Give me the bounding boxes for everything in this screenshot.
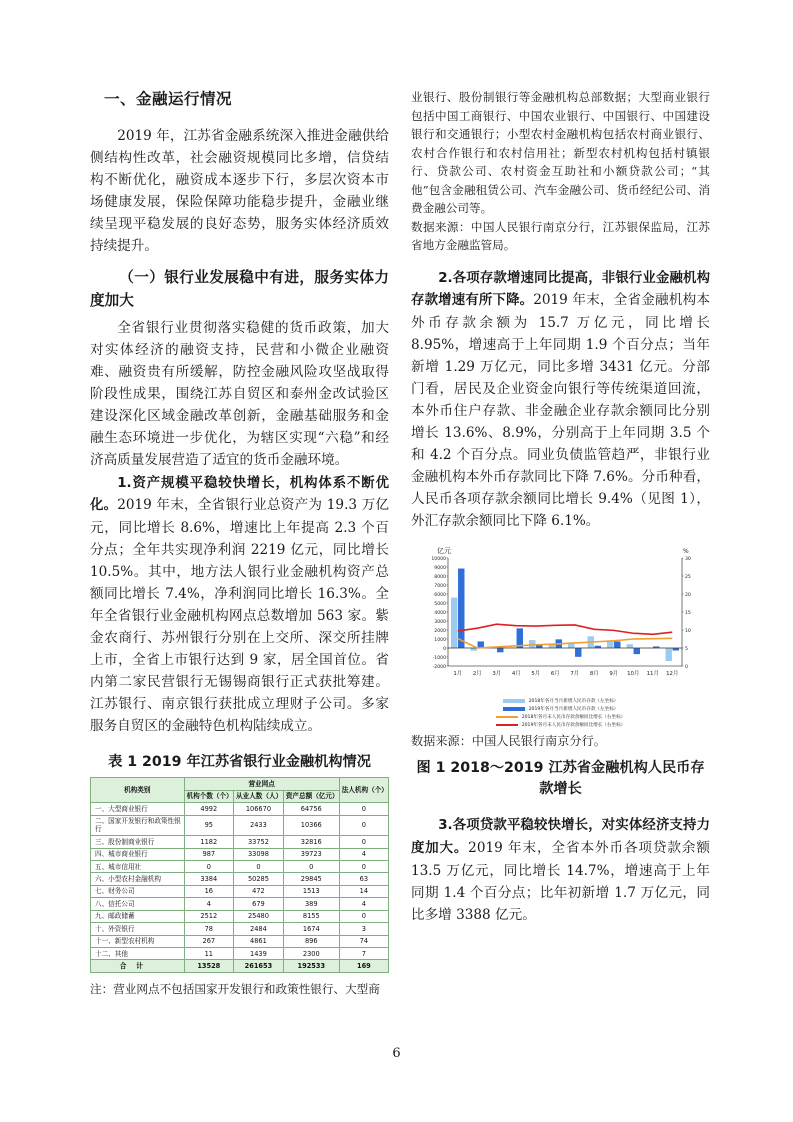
cell-assets: 389 <box>283 898 339 910</box>
svg-text:30: 30 <box>685 557 691 563</box>
svg-text:1000: 1000 <box>434 638 446 644</box>
cell-count: 95 <box>184 815 233 836</box>
cell-count: 267 <box>184 935 233 947</box>
svg-text:20: 20 <box>685 593 691 599</box>
legend-item <box>503 698 619 704</box>
chart-line-2019 <box>458 625 673 635</box>
svg-text:8000: 8000 <box>434 575 446 581</box>
cell-staff: 0 <box>234 861 284 873</box>
cell-count: 2512 <box>184 910 233 922</box>
cell-legal: 14 <box>339 885 388 897</box>
table-header-row-1 <box>91 778 389 790</box>
svg-text:15: 15 <box>685 611 691 617</box>
cell-legal: 0 <box>339 803 388 815</box>
cell-count: 1182 <box>184 836 233 848</box>
chart-x-axis-labels <box>453 669 678 677</box>
cell-total-assets: 192533 <box>283 960 339 972</box>
legend-item <box>496 722 626 728</box>
cell-assets: 896 <box>283 935 339 947</box>
cell-count: 78 <box>184 923 233 935</box>
page-title: 一、金融运行情况 <box>104 90 233 108</box>
table-row <box>91 803 389 815</box>
cell-total-staff: 261653 <box>234 960 284 972</box>
cell-category: 二、国家开发银行和政策性银行 <box>91 815 185 836</box>
cell-legal: 0 <box>339 910 388 922</box>
col-header-staff: 从业人数（人） <box>234 790 284 802</box>
cell-legal: 3 <box>339 923 388 935</box>
item1-paragraph <box>90 472 389 738</box>
chart-svg <box>411 542 710 692</box>
svg-text:10000: 10000 <box>431 557 446 563</box>
chart-x-tick-label: 1月 <box>453 671 463 678</box>
svg-text:-1000: -1000 <box>432 656 446 662</box>
cell-assets: 39723 <box>283 848 339 860</box>
item2-heading: 2.各项存款增速同比提高，非银行业金融机构存款增速有所下降。 <box>411 270 710 309</box>
svg-text:5: 5 <box>685 647 688 653</box>
chart-right-axis-unit: % <box>683 548 689 556</box>
cell-legal: 7 <box>339 947 388 959</box>
cell-assets: 8155 <box>283 910 339 922</box>
col-header-count: 机构个数（个） <box>184 790 233 802</box>
chart-bar <box>458 569 464 648</box>
table-body <box>91 803 389 973</box>
col-header-legal-entities: 法人机构（个） <box>339 778 388 803</box>
cell-total-label: 合计 <box>91 960 185 972</box>
cell-legal: 4 <box>339 848 388 860</box>
table-row <box>91 898 389 910</box>
legend-swatch-2018-line <box>496 716 518 718</box>
table-data-source: 数据来源：中国人民银行南京分行，江苏银保监局，江苏省地方金融监管局。 <box>411 219 710 252</box>
cell-category: 八、信托公司 <box>91 898 185 910</box>
chart-bar <box>471 648 477 651</box>
item1-body: 2019 年末，全省银行业总资产为 19.3 万亿元，同比增长 8.6%，增速比上年提高 2.3 个百分点；全年共实现净利润 2219 亿元，同比增长 10.5%。其中，地方法人银行业金融机构资产总额同比增长 7.4%，净利润同比增长 16.3%。全年全省银行业金融机构网点总数增加 563 家。紫金农商行、苏州银行分别在上交所、深交所挂牌上市，全省上市银行达到 9 家，居全国首位。省内第二家民营银行无锡锡商银行正式获批筹建。江苏银行、南京银行获批成立理财子公司。多家服务自贸区的金融特色机构陆续成立。 <box>90 497 389 735</box>
chart-bar <box>575 648 581 657</box>
svg-text:7000: 7000 <box>434 584 446 590</box>
chart-x-tick-label: 10月 <box>627 671 640 678</box>
cell-count: 0 <box>184 861 233 873</box>
legend-label: 2019年各月末人民币存款余额同比增长（右坐标） <box>521 723 626 729</box>
cell-category: 十二、其他 <box>91 947 185 959</box>
col-header-category: 机构类别 <box>91 778 185 803</box>
svg-text:0: 0 <box>685 665 688 671</box>
cell-assets: 32816 <box>283 836 339 848</box>
cell-category: 一、大型商业银行 <box>91 803 185 815</box>
table-row <box>91 836 389 848</box>
cell-count: 4992 <box>184 803 233 815</box>
cell-staff: 106670 <box>234 803 284 815</box>
svg-text:3000: 3000 <box>434 620 446 626</box>
deposit-growth-chart <box>411 542 710 728</box>
item3-heading: 3.各项贷款平稳较快增长，对实体经济支持力度加大。 <box>411 818 710 857</box>
cell-staff: 50285 <box>234 873 284 885</box>
chart-x-tick-label: 9月 <box>609 671 619 678</box>
col-header-assets: 资产总额（亿元） <box>283 790 339 802</box>
intro-paragraph: 2019 年，江苏省金融系统深入推进金融供给侧结构性改革，社会融资规模同比多增，信贷结构不断优化，融资成本逐步下行，多层次资本市场健康发展，保险保障功能稳步提升，金融业继续呈现平稳发展的良好态势，服务实体经济质效持续提升。 <box>90 128 389 255</box>
chart-x-tick-label: 6月 <box>550 671 560 678</box>
item3-paragraph <box>411 814 710 925</box>
figure-caption: 图 1 2018～2019 江苏省金融机构人民币存款增长 <box>416 759 705 798</box>
cell-assets: 1513 <box>283 885 339 897</box>
right-column <box>411 88 710 1048</box>
cell-category: 九、邮政储蓄 <box>91 910 185 922</box>
table-row <box>91 815 389 836</box>
subsection-heading: （一）银行业发展稳中有进，服务实体力度加大 <box>90 269 389 309</box>
table-note: 注：营业网点不包括国家开发银行和政策性银行、大型商 <box>90 981 380 996</box>
svg-text:-2000: -2000 <box>432 665 446 671</box>
cell-count: 16 <box>184 885 233 897</box>
svg-text:0: 0 <box>443 647 446 653</box>
chart-legend <box>411 698 710 728</box>
left-column <box>90 88 389 1048</box>
svg-text:4000: 4000 <box>434 611 446 617</box>
cell-legal: 63 <box>339 873 388 885</box>
cell-total-count: 13528 <box>184 960 233 972</box>
table-row <box>91 848 389 860</box>
cell-count: 3384 <box>184 873 233 885</box>
table-head <box>91 778 389 803</box>
svg-text:2000: 2000 <box>434 629 446 635</box>
chart-x-tick-label: 2月 <box>472 671 482 678</box>
table-row <box>91 885 389 897</box>
cell-count: 4 <box>184 898 233 910</box>
chart-x-tick-label: 3月 <box>492 671 502 678</box>
cell-category: 十一、新型农村机构 <box>91 935 185 947</box>
legend-item <box>496 714 626 720</box>
cell-legal: 4 <box>339 898 388 910</box>
cell-category: 三、股份制商业银行 <box>91 836 185 848</box>
cell-staff: 1439 <box>234 947 284 959</box>
svg-text:5000: 5000 <box>434 602 446 608</box>
table-row <box>91 947 389 959</box>
chart-left-axis-unit: 亿元 <box>437 547 451 556</box>
chart-bar <box>497 648 503 652</box>
cell-assets: 10366 <box>283 815 339 836</box>
legend-swatch-2019-line <box>496 724 518 726</box>
chart-left-axis-ticks <box>431 556 448 670</box>
legend-label: 2018年各月末人民币存款余额同比增长（右坐标） <box>521 715 626 721</box>
cell-total-legal: 169 <box>339 960 388 972</box>
cell-assets: 29845 <box>283 873 339 885</box>
cell-count: 987 <box>184 848 233 860</box>
svg-text:10: 10 <box>685 629 691 635</box>
legend-label: 2018年各月当月新增人民币存款（左坐标） <box>528 699 619 705</box>
chart-bar <box>607 642 613 649</box>
chart-x-tick-label: 8月 <box>589 671 599 678</box>
cell-category: 十、外资银行 <box>91 923 185 935</box>
legend-label: 2019年各月当月新增人民币存款（左坐标） <box>528 707 619 713</box>
page-number: 6 <box>392 1046 401 1061</box>
col-header-group-branches: 营业网点 <box>184 778 339 790</box>
item2-paragraph <box>411 267 710 533</box>
chart-line-2018 <box>458 639 673 649</box>
figure-data-source: 数据来源：中国人民银行南京分行。 <box>411 734 606 749</box>
chart-bar <box>673 648 679 651</box>
chart-bar <box>634 648 640 654</box>
legend-item <box>503 706 619 712</box>
table-row <box>91 923 389 935</box>
item3-body: 2019 年末，全省本外币各项贷款余额 13.5 万亿元，同比增长 14.7%，增速高于上年同期 1.4 个百分点；比年初新增 1.7 万亿元，同比多增 3388 亿元。 <box>411 840 711 923</box>
cell-assets: 2300 <box>283 947 339 959</box>
table-row <box>91 861 389 873</box>
cell-assets: 64756 <box>283 803 339 815</box>
item2-body: 2019 年末，全省金融机构本外币存款余额为 15.7 万亿元，同比增长 8.95%，增速高于上年同期 1.9 个百分点；当年新增 1.29 万亿元，同比多增 3431 亿元。分部门看，居民及企业资金向银行等传统渠道回流，本外币住户存款、非金融企业存款余额同比分别增长 13.6%、8.9%，分别高于上年同期 3.5 个和 4.2 个百分点。同业负债监管趋严，非银行业金融机构本外币存款同比下降 7.6%。分币种看，人民币各项存款余额同比增长 9.4%（见图 1），外汇存款余额同比下降 6.1%。 <box>411 292 710 530</box>
paragraph-banking-policy: 全省银行业贯彻落实稳健的货币政策，加大对实体经济的融资支持，民营和小微企业融资难、融资贵有所缓解，防控金融风险攻坚战取得阶段性成果，围绕江苏自贸区和泰州金改试验区建设深化区域金融改革创新，金融基础服务和金融生态环境进一步优化，为辖区实现“六稳”和经济高质量发展营造了适宜的货币金融环境。 <box>90 319 389 468</box>
table-row <box>91 910 389 922</box>
cell-staff: 2484 <box>234 923 284 935</box>
cell-legal: 0 <box>339 861 388 873</box>
cell-count: 11 <box>184 947 233 959</box>
cell-legal: 74 <box>339 935 388 947</box>
cell-staff: 4861 <box>234 935 284 947</box>
chart-x-tick-label: 4月 <box>511 671 521 678</box>
chart-x-tick-label: 11月 <box>646 671 659 678</box>
cell-assets: 0 <box>283 861 339 873</box>
cell-staff: 2433 <box>234 815 284 836</box>
item1-heading: 1.资产规模平稳较快增长，机构体系不断优化。 <box>90 475 389 514</box>
svg-text:9000: 9000 <box>434 566 446 572</box>
cell-legal: 0 <box>339 836 388 848</box>
table-row <box>91 935 389 947</box>
chart-bar <box>666 648 672 661</box>
cell-staff: 33752 <box>234 836 284 848</box>
chart-x-tick-label: 12月 <box>666 671 679 678</box>
svg-text:6000: 6000 <box>434 593 446 599</box>
table-caption: 表 1 2019 年江苏省银行业金融机构情况 <box>108 754 371 771</box>
table-total-row <box>91 960 389 972</box>
chart-x-tick-label: 5月 <box>531 671 541 678</box>
cell-staff: 25480 <box>234 910 284 922</box>
svg-text:25: 25 <box>685 575 691 581</box>
chart-bar <box>451 598 457 648</box>
cell-category: 七、财务公司 <box>91 885 185 897</box>
table-row <box>91 873 389 885</box>
two-column-layout <box>90 88 710 1048</box>
cell-legal: 0 <box>339 815 388 836</box>
chart-bar <box>627 645 633 649</box>
cell-staff: 33098 <box>234 848 284 860</box>
table-note-continued: 业银行、股份制银行等金融机构总部数据；大型商业银行包括中国工商银行、中国农业银行、中国银行、中国建设银行和交通银行；小型农村金融机构包括农村商业银行、农村合作银行和农村信用社；新型农村机构包括村镇银行、贷款公司、农村资金互助社和小额贷款公司；“其他”包含金融租赁公司、汽车金融公司、货币经纪公司、消费金融公司等。 <box>411 90 710 216</box>
cell-category: 五、城市信用社 <box>91 861 185 873</box>
legend-swatch-2018-bar <box>503 699 525 703</box>
cell-staff: 472 <box>234 885 284 897</box>
chart-right-axis-ticks <box>682 556 691 670</box>
cell-assets: 1674 <box>283 923 339 935</box>
chart-x-tick-label: 7月 <box>570 671 580 678</box>
financial-institutions-table <box>90 777 389 973</box>
cell-staff: 679 <box>234 898 284 910</box>
chart-bar <box>614 642 620 648</box>
cell-category: 六、小型农村金融机构 <box>91 873 185 885</box>
legend-swatch-2019-bar <box>503 707 525 711</box>
cell-category: 四、城市商业银行 <box>91 848 185 860</box>
